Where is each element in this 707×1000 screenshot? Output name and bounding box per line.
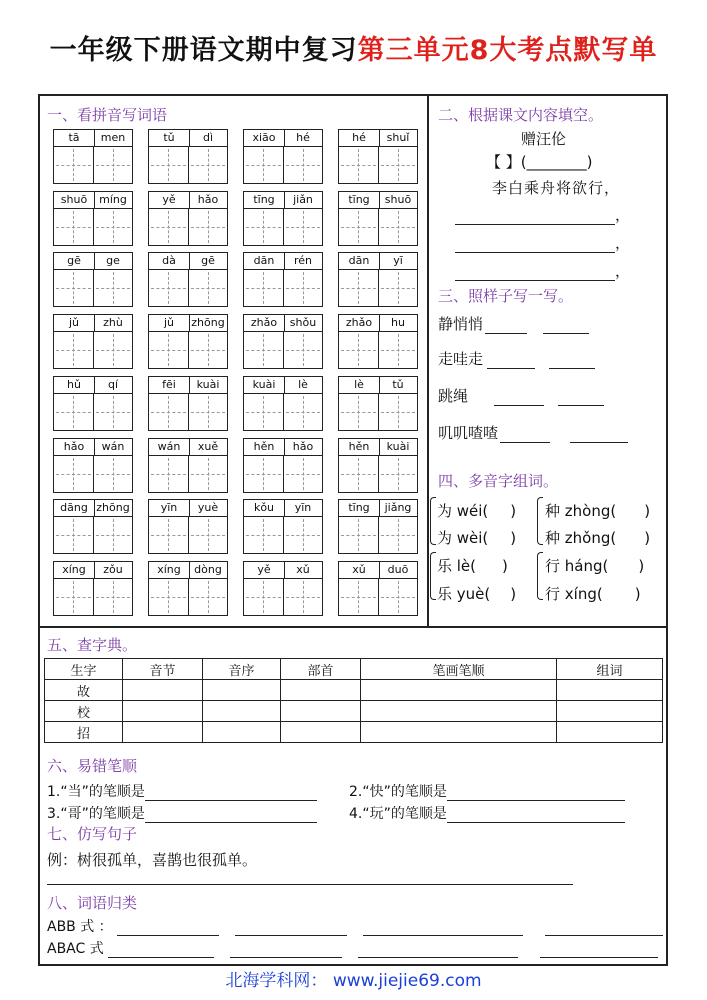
tian-grid-cell[interactable] xyxy=(244,579,284,615)
tian-grid-cell[interactable] xyxy=(54,270,94,306)
pinyin-label: rén xyxy=(293,254,313,267)
tian-grid-cell[interactable] xyxy=(149,456,189,492)
tian-grid-cell[interactable] xyxy=(284,332,322,368)
pinyin-word-box[interactable] xyxy=(338,376,418,431)
tian-grid-cell[interactable] xyxy=(284,209,322,245)
tian-grid-cell[interactable] xyxy=(54,579,94,615)
pinyin-label: hěn xyxy=(339,439,380,455)
tian-grid-cell[interactable] xyxy=(149,517,189,553)
poly-item[interactable]: 种 zhòng( ) xyxy=(545,502,651,520)
pinyin-word-box[interactable] xyxy=(243,129,323,184)
pinyin-label: yě xyxy=(149,192,190,208)
tian-grid-cell[interactable] xyxy=(379,394,417,430)
pinyin-label: zhōng xyxy=(191,316,225,329)
pinyin-word-box[interactable] xyxy=(338,499,418,554)
brace xyxy=(537,552,543,600)
brace xyxy=(537,497,543,545)
abb-row[interactable]: ABB 式 ： xyxy=(47,916,663,936)
pinyin-word-box[interactable] xyxy=(53,561,133,616)
pinyin-label: hǔ xyxy=(54,377,95,393)
pinyin-word-box[interactable] xyxy=(53,376,133,431)
brace xyxy=(430,497,436,545)
pinyin-word-box[interactable] xyxy=(338,252,418,307)
pinyin-label: lè xyxy=(339,377,380,393)
pinyin-word-box[interactable] xyxy=(148,252,228,307)
answer-cell[interactable] xyxy=(361,680,557,701)
pinyin-label: wán xyxy=(149,439,190,455)
pinyin-word-box[interactable] xyxy=(243,561,323,616)
tian-grid-cell[interactable] xyxy=(94,209,132,245)
pinyin-label: hǎo xyxy=(54,439,95,455)
tian-grid-cell[interactable] xyxy=(339,517,379,553)
pinyin-label: shuō xyxy=(54,192,95,208)
answer-cell[interactable] xyxy=(361,722,557,743)
answer-cell[interactable] xyxy=(203,722,281,743)
pinyin-word-box[interactable] xyxy=(148,438,228,493)
pinyin-word-box[interactable] xyxy=(53,499,133,554)
example-sentence: 例：树很孤单，喜鹊也很孤单。 xyxy=(47,851,258,869)
tian-grid-cell[interactable] xyxy=(379,332,417,368)
poem-title: 赠汪伦 xyxy=(521,130,567,148)
pinyin-word-box[interactable] xyxy=(53,252,133,307)
pinyin-label: kǒu xyxy=(244,500,285,516)
poem-line-1: 李白乘舟将欲行， xyxy=(492,179,621,197)
pinyin-label: zhōng xyxy=(96,501,130,514)
tian-grid-cell[interactable] xyxy=(189,209,227,245)
tian-grid-cell[interactable] xyxy=(149,270,189,306)
tian-grid-cell[interactable] xyxy=(94,270,132,306)
tian-grid-cell[interactable] xyxy=(244,332,284,368)
tian-grid-cell[interactable] xyxy=(284,456,322,492)
pinyin-label: shǒu xyxy=(289,316,317,329)
pinyin-label: yīn xyxy=(294,501,312,514)
tian-grid-cell[interactable] xyxy=(379,209,417,245)
poly-item[interactable]: 种 zhǒng( ) xyxy=(545,529,651,547)
pinyin-label: dān xyxy=(244,253,285,269)
char-cell: 校 xyxy=(45,701,123,722)
tian-grid-cell[interactable] xyxy=(189,147,227,183)
pinyin-word-box[interactable] xyxy=(243,438,323,493)
pinyin-label: xuě xyxy=(197,440,219,453)
page-title xyxy=(0,28,707,67)
column-divider xyxy=(427,95,429,627)
pinyin-word-box[interactable] xyxy=(53,191,133,246)
tian-grid-cell[interactable] xyxy=(149,147,189,183)
tian-grid-cell[interactable] xyxy=(284,270,322,306)
pinyin-label: tǔ xyxy=(392,378,404,391)
tian-grid-cell[interactable] xyxy=(284,147,322,183)
table-header-row xyxy=(45,659,663,680)
pinyin-label: dì xyxy=(202,131,214,144)
stroke-item[interactable]: 3.“哥”的笔顺是 xyxy=(47,803,317,823)
tian-grid-cell[interactable] xyxy=(149,394,189,430)
sec1-heading: 一、看拼音写词语 xyxy=(47,106,168,124)
pinyin-label: míng xyxy=(99,193,127,206)
tian-grid-cell[interactable] xyxy=(94,394,132,430)
pinyin-label: men xyxy=(100,131,126,144)
pinyin-word-box[interactable] xyxy=(243,499,323,554)
pinyin-label: dà xyxy=(149,253,190,269)
tian-grid-cell[interactable] xyxy=(244,394,284,430)
tian-grid-cell[interactable] xyxy=(244,456,284,492)
pinyin-label: fēi xyxy=(149,377,190,393)
sample-item[interactable]: 走哇走 xyxy=(438,348,595,369)
tian-grid-cell[interactable] xyxy=(339,209,379,245)
tian-grid-cell[interactable] xyxy=(339,332,379,368)
answer-line[interactable] xyxy=(47,884,573,885)
pinyin-label: jǔ xyxy=(149,315,190,331)
tian-grid-cell[interactable] xyxy=(244,517,284,553)
tian-grid-cell[interactable] xyxy=(284,517,322,553)
tian-grid-cell[interactable] xyxy=(94,579,132,615)
tian-grid-cell[interactable] xyxy=(339,579,379,615)
sec5-heading: 五、查字典。 xyxy=(47,636,138,654)
pinyin-label: yīn xyxy=(149,500,190,516)
pinyin-word-box[interactable] xyxy=(338,129,418,184)
poly-item[interactable]: 行 háng( ) xyxy=(545,557,645,575)
pinyin-label: ge xyxy=(106,254,120,267)
pinyin-label: hu xyxy=(391,316,405,329)
answer-cell[interactable] xyxy=(123,722,203,743)
sec4-heading: 四、多音字组词。 xyxy=(438,472,559,490)
poly-item[interactable]: 行 xíng( ) xyxy=(545,585,641,603)
answer-cell[interactable] xyxy=(557,680,663,701)
pinyin-label: hé xyxy=(296,131,310,144)
tian-grid-cell[interactable] xyxy=(284,579,322,615)
tian-grid-cell[interactable] xyxy=(244,209,284,245)
sec2-heading: 二、根据课文内容填空。 xyxy=(438,106,604,124)
tian-grid-cell[interactable] xyxy=(94,147,132,183)
tian-grid-cell[interactable] xyxy=(379,517,417,553)
answer-cell[interactable] xyxy=(557,701,663,722)
pinyin-word-box[interactable] xyxy=(148,561,228,616)
pinyin-word-box[interactable] xyxy=(148,191,228,246)
answer-cell[interactable] xyxy=(281,722,361,743)
tian-grid-cell[interactable] xyxy=(149,579,189,615)
poem-line-2[interactable]: ， xyxy=(455,204,630,225)
tian-grid-cell[interactable] xyxy=(189,394,227,430)
pinyin-word-box[interactable] xyxy=(148,499,228,554)
pinyin-label: lè xyxy=(298,378,308,391)
tian-grid-cell[interactable] xyxy=(339,147,379,183)
pinyin-label: tǔ xyxy=(149,130,190,146)
answer-cell[interactable] xyxy=(281,680,361,701)
tian-grid-cell[interactable] xyxy=(339,394,379,430)
pinyin-word-box[interactable] xyxy=(53,314,133,369)
poly-item[interactable]: 乐 yuè( ) xyxy=(437,585,517,603)
pinyin-label: yě xyxy=(244,562,285,578)
pinyin-word-box[interactable] xyxy=(148,314,228,369)
pinyin-word-box[interactable] xyxy=(338,314,418,369)
tian-grid-cell[interactable] xyxy=(54,456,94,492)
tian-grid-cell[interactable] xyxy=(339,456,379,492)
pinyin-label: dòng xyxy=(194,563,222,576)
header-cell: 部首 xyxy=(281,659,361,680)
pinyin-word-box[interactable] xyxy=(338,191,418,246)
pinyin-label: tīng xyxy=(244,192,285,208)
tian-grid-cell[interactable] xyxy=(149,209,189,245)
pinyin-label: jiǎn xyxy=(293,193,313,206)
table-row xyxy=(45,701,663,722)
table-row xyxy=(45,722,663,743)
tian-grid-cell[interactable] xyxy=(189,332,227,368)
pinyin-label: xiāo xyxy=(244,130,285,146)
tian-grid-cell[interactable] xyxy=(379,270,417,306)
pinyin-label: wán xyxy=(101,440,125,453)
pinyin-label: kuài xyxy=(244,377,285,393)
pinyin-word-box[interactable] xyxy=(243,191,323,246)
pinyin-label: qí xyxy=(107,378,119,391)
answer-cell[interactable] xyxy=(281,701,361,722)
tian-grid-cell[interactable] xyxy=(339,270,379,306)
sec3-heading: 三、照样子写一写。 xyxy=(438,287,574,305)
sample-item[interactable]: 跳绳 xyxy=(438,385,604,406)
tian-grid-cell[interactable] xyxy=(54,394,94,430)
section-divider xyxy=(39,626,667,628)
brace xyxy=(430,552,436,600)
pinyin-label: jǔ xyxy=(54,315,95,331)
pinyin-label: yuè xyxy=(197,501,219,514)
pinyin-label: yī xyxy=(393,254,403,267)
poem-line-3[interactable]: ， xyxy=(455,232,630,253)
pinyin-word-box[interactable] xyxy=(243,252,323,307)
header-cell: 音序 xyxy=(203,659,281,680)
pinyin-label: gē xyxy=(201,254,215,267)
pinyin-label: kuài xyxy=(196,378,220,391)
tian-grid-cell[interactable] xyxy=(189,270,227,306)
pinyin-label: gē xyxy=(54,253,95,269)
pinyin-word-box[interactable] xyxy=(243,314,323,369)
poly-item[interactable]: 为 wèi( ) xyxy=(437,529,517,547)
pinyin-label: jiǎng xyxy=(384,501,412,514)
sample-item[interactable]: 静悄悄 xyxy=(438,313,589,334)
pinyin-label: hǎo xyxy=(292,440,314,453)
table-row xyxy=(45,680,663,701)
pinyin-label: zhù xyxy=(103,316,123,329)
pinyin-word-box[interactable] xyxy=(338,561,418,616)
title-part1: 一年级下册语文期中复习 xyxy=(49,35,358,66)
tian-grid-cell[interactable] xyxy=(189,517,227,553)
char-cell: 招 xyxy=(45,722,123,743)
stroke-item[interactable]: 1.“当”的笔顺是 xyxy=(47,781,317,801)
stroke-item[interactable]: 4.“玩”的笔顺是 xyxy=(349,803,625,823)
pinyin-label: duō xyxy=(387,563,409,576)
poem-author-blank: 【 】(________) xyxy=(486,153,593,171)
pinyin-label: hé xyxy=(339,130,380,146)
tian-grid-cell[interactable] xyxy=(54,332,94,368)
answer-cell[interactable] xyxy=(123,701,203,722)
pinyin-label: dāng xyxy=(54,500,95,516)
pinyin-label: shuō xyxy=(384,193,412,206)
pinyin-label: xǔ xyxy=(296,563,310,576)
tian-grid-cell[interactable] xyxy=(189,579,227,615)
tian-grid-cell[interactable] xyxy=(94,517,132,553)
pinyin-label: xǔ xyxy=(339,562,380,578)
pinyin-label: xíng xyxy=(149,562,190,578)
pinyin-label: zǒu xyxy=(103,563,123,576)
pinyin-label: shuǐ xyxy=(386,131,410,144)
answer-cell[interactable] xyxy=(361,701,557,722)
pinyin-label: hěn xyxy=(244,439,285,455)
answer-cell[interactable] xyxy=(123,680,203,701)
poly-item[interactable]: 乐 lè( ) xyxy=(437,557,508,575)
poly-item[interactable]: 为 wéi( ) xyxy=(437,502,517,520)
pinyin-word-box[interactable] xyxy=(53,438,133,493)
pinyin-label: hǎo xyxy=(197,193,219,206)
stroke-item[interactable]: 2.“快”的笔顺是 xyxy=(349,781,625,801)
pinyin-label: zhǎo xyxy=(244,315,285,331)
tian-grid-cell[interactable] xyxy=(284,394,322,430)
answer-cell[interactable] xyxy=(557,722,663,743)
tian-grid-cell[interactable] xyxy=(379,579,417,615)
header-cell: 音节 xyxy=(123,659,203,680)
header-cell: 生字 xyxy=(45,659,123,680)
pinyin-word-box[interactable] xyxy=(148,376,228,431)
sample-item[interactable]: 叽叽喳喳 xyxy=(438,422,628,443)
pinyin-label: tīng xyxy=(339,500,380,516)
tian-grid-cell[interactable] xyxy=(54,209,94,245)
poem-line-4[interactable]: ， xyxy=(455,260,630,281)
abac-row[interactable]: ABAC 式 xyxy=(47,938,658,958)
tian-grid-cell[interactable] xyxy=(244,270,284,306)
pinyin-word-box[interactable] xyxy=(148,129,228,184)
tian-grid-cell[interactable] xyxy=(379,147,417,183)
char-cell: 故 xyxy=(45,680,123,701)
title-part2: 第三单元8大考点默写单 xyxy=(357,35,658,66)
tian-grid-cell[interactable] xyxy=(149,332,189,368)
header-cell: 笔画笔顺 xyxy=(361,659,557,680)
tian-grid-cell[interactable] xyxy=(54,517,94,553)
tian-grid-cell[interactable] xyxy=(379,456,417,492)
pinyin-label: kuài xyxy=(386,440,410,453)
tian-grid-cell[interactable] xyxy=(244,147,284,183)
pinyin-label: xíng xyxy=(54,562,95,578)
footer-watermark: 北海学科网： www.jiejie69.com xyxy=(225,971,482,991)
sec8-heading: 八、词语归类 xyxy=(47,894,138,912)
pinyin-label: zhǎo xyxy=(339,315,380,331)
pinyin-word-box[interactable] xyxy=(338,438,418,493)
pinyin-word-box[interactable] xyxy=(243,376,323,431)
answer-cell[interactable] xyxy=(203,680,281,701)
pinyin-word-box[interactable] xyxy=(53,129,133,184)
tian-grid-cell[interactable] xyxy=(189,456,227,492)
sec6-heading: 六、易错笔顺 xyxy=(47,757,138,775)
tian-grid-cell[interactable] xyxy=(94,456,132,492)
sec7-heading: 七、仿写句子 xyxy=(47,825,138,843)
tian-grid-cell[interactable] xyxy=(54,147,94,183)
dictionary-table xyxy=(44,658,663,743)
tian-grid-cell[interactable] xyxy=(94,332,132,368)
pinyin-label: tā xyxy=(54,130,95,146)
pinyin-label: tīng xyxy=(339,192,380,208)
header-cell: 组词 xyxy=(557,659,663,680)
pinyin-label: dān xyxy=(339,253,380,269)
answer-cell[interactable] xyxy=(203,701,281,722)
